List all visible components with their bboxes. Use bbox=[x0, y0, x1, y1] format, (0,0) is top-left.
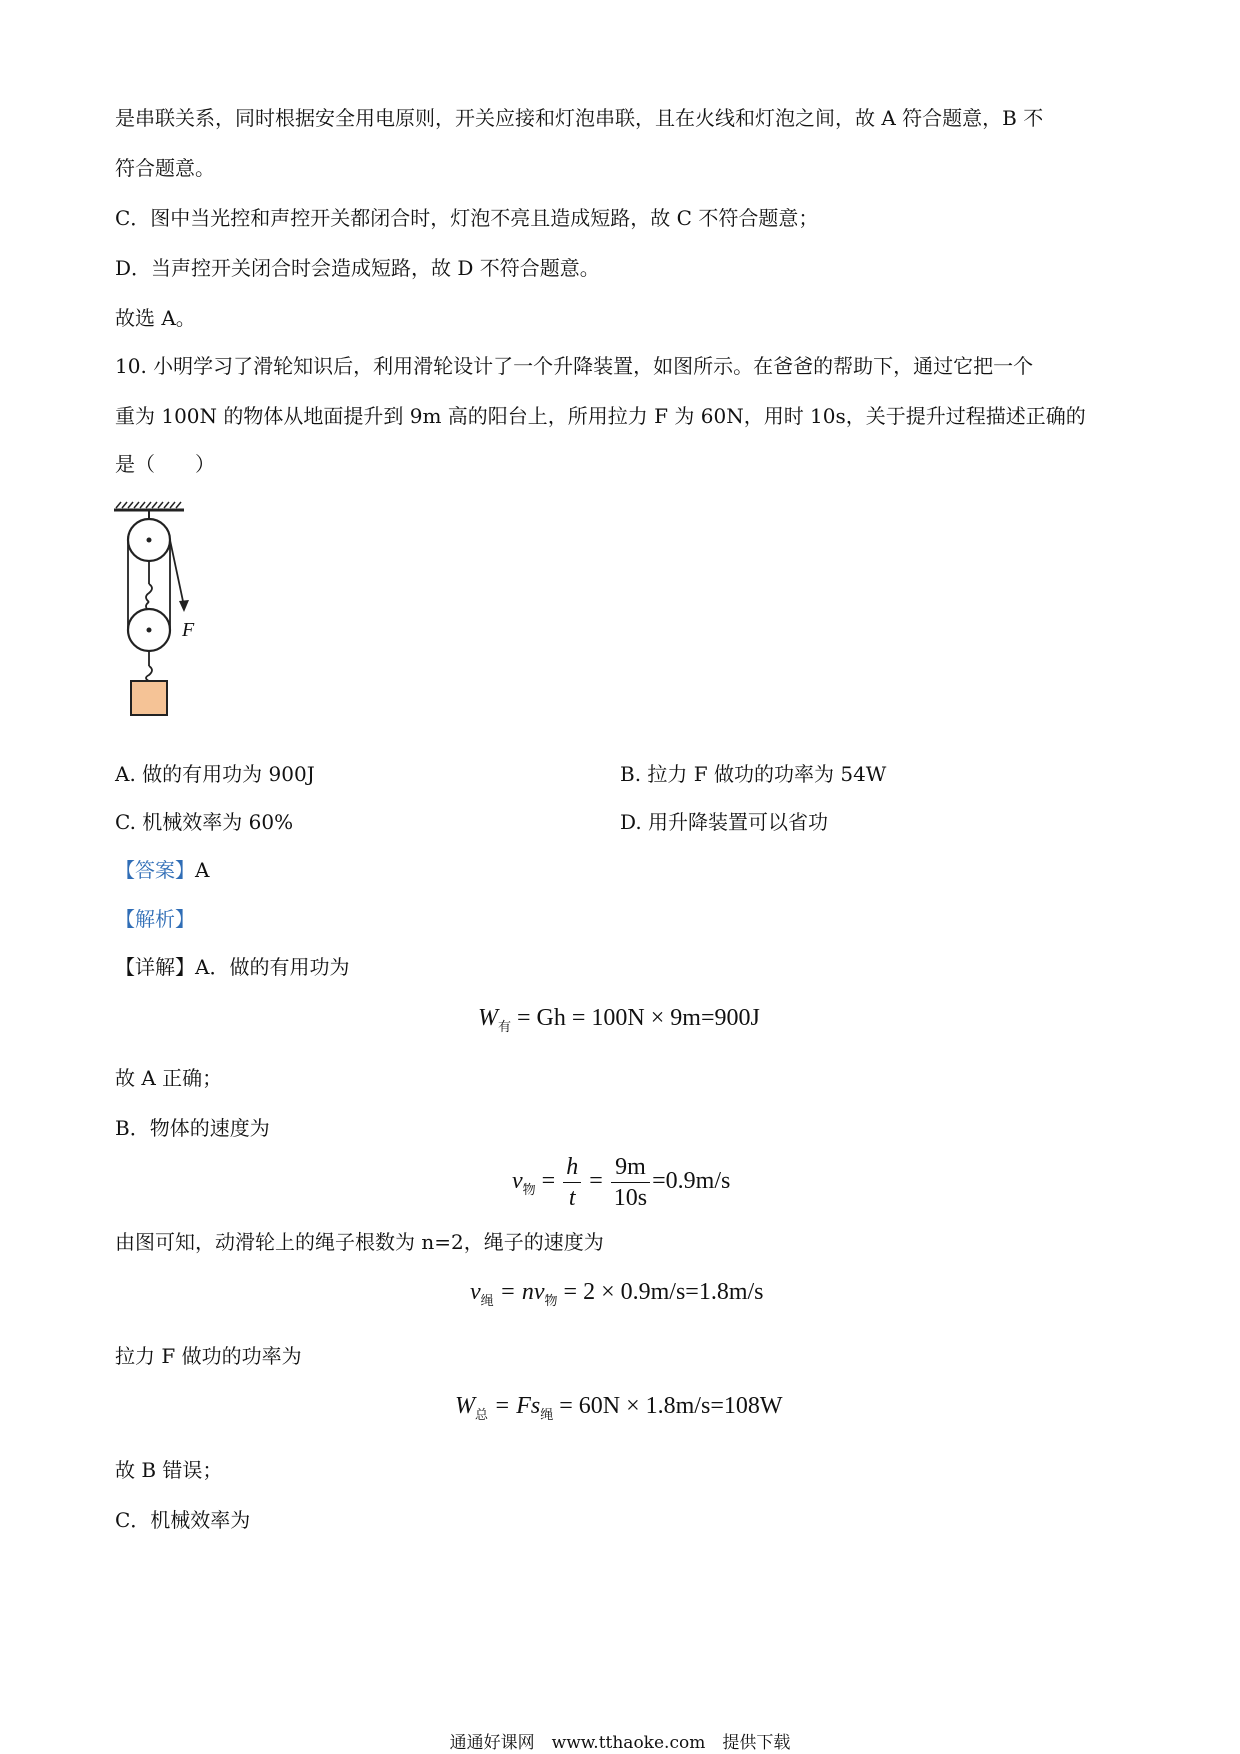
text-line: D．当声控开关闭合时会造成短路，故 D 不符合题意。 bbox=[115, 256, 600, 280]
option-b: B. 拉力 F 做功的功率为 54W bbox=[620, 762, 887, 786]
fraction-h-over-t: $\frac{h}{t}$ bbox=[563, 1152, 581, 1213]
detail-b-power-intro: 拉力 F 做功的功率为 bbox=[115, 1344, 302, 1368]
analysis-tag: 【解析】 bbox=[115, 907, 195, 931]
question-10-line-3: 是（ ） bbox=[115, 452, 215, 476]
text-line: C．图中当光控和声控开关都闭合时，灯泡不亮且造成短路，故 C 不符合题意； bbox=[115, 206, 819, 230]
detail-tag: 【详解】 bbox=[115, 955, 195, 979]
formula-useful-work: $W_有 = Gh = 100N \times 9m=900J$ bbox=[478, 1005, 760, 1035]
question-10-line-2: 重为 100N 的物体从地面提升到 9m 高的阳台上，所用拉力 F 为 60N，用时 10s，关于提升过程描述正确的 bbox=[115, 404, 1086, 428]
detail-b-intro: B．物体的速度为 bbox=[115, 1116, 270, 1140]
answer-tag: 【答案】 bbox=[115, 858, 195, 882]
detail-a-intro: A．做的有用功为 bbox=[195, 955, 350, 979]
pull-rope bbox=[170, 540, 184, 606]
detail-a-conclusion: 故 A 正确； bbox=[115, 1066, 223, 1090]
weight-block bbox=[131, 681, 167, 715]
formula-object-speed: $v_物$ = $\frac{h}{t}$ = $\frac{9m}{10s}$ =0.9m/s bbox=[512, 1154, 731, 1211]
option-d: D. 用升降装置可以省功 bbox=[620, 810, 829, 834]
pulley-diagram bbox=[112, 500, 212, 740]
text-line: 故选 A。 bbox=[115, 306, 196, 330]
detail-line bbox=[115, 953, 349, 981]
answer-value: A bbox=[195, 858, 210, 882]
option-a: A. 做的有用功为 900J bbox=[115, 762, 315, 786]
fraction-9m-over-10s: $\frac{9m}{10s}$ bbox=[611, 1152, 650, 1213]
force-label: F bbox=[182, 619, 195, 641]
answer-line bbox=[115, 856, 209, 884]
question-10-line-1: 10. 小明学习了滑轮知识后，利用滑轮设计了一个升降装置，如图所示。在爸爸的帮助下，通过它把一个 bbox=[115, 354, 1034, 378]
text-line: 符合题意。 bbox=[115, 156, 215, 180]
detail-c-intro: C．机械效率为 bbox=[115, 1508, 251, 1532]
detail-b-conclusion: 故 B 错误； bbox=[115, 1458, 223, 1482]
ceiling-hatch bbox=[116, 502, 181, 508]
formula-power: $W_总 = Fs_绳 = 60N \times 1.8m/s=108W$ bbox=[455, 1393, 783, 1423]
detail-b-rope-count: 由图可知，动滑轮上的绳子根数为 n=2，绳子的速度为 bbox=[115, 1230, 604, 1254]
force-arrow bbox=[179, 600, 189, 612]
text-line: 是串联关系，同时根据安全用电原则，开关应接和灯泡串联，且在火线和灯泡之间，故 A 符合题意，B 不 bbox=[115, 106, 1044, 130]
formula-rope-speed: $v_绳 = nv_物 = 2 \times 0.9m/s=1.8m/s$ bbox=[470, 1279, 764, 1309]
page-footer: 通通好课网 www.tthaoke.com 提供下载 bbox=[449, 1733, 791, 1753]
option-c: C. 机械效率为 60% bbox=[115, 810, 294, 834]
